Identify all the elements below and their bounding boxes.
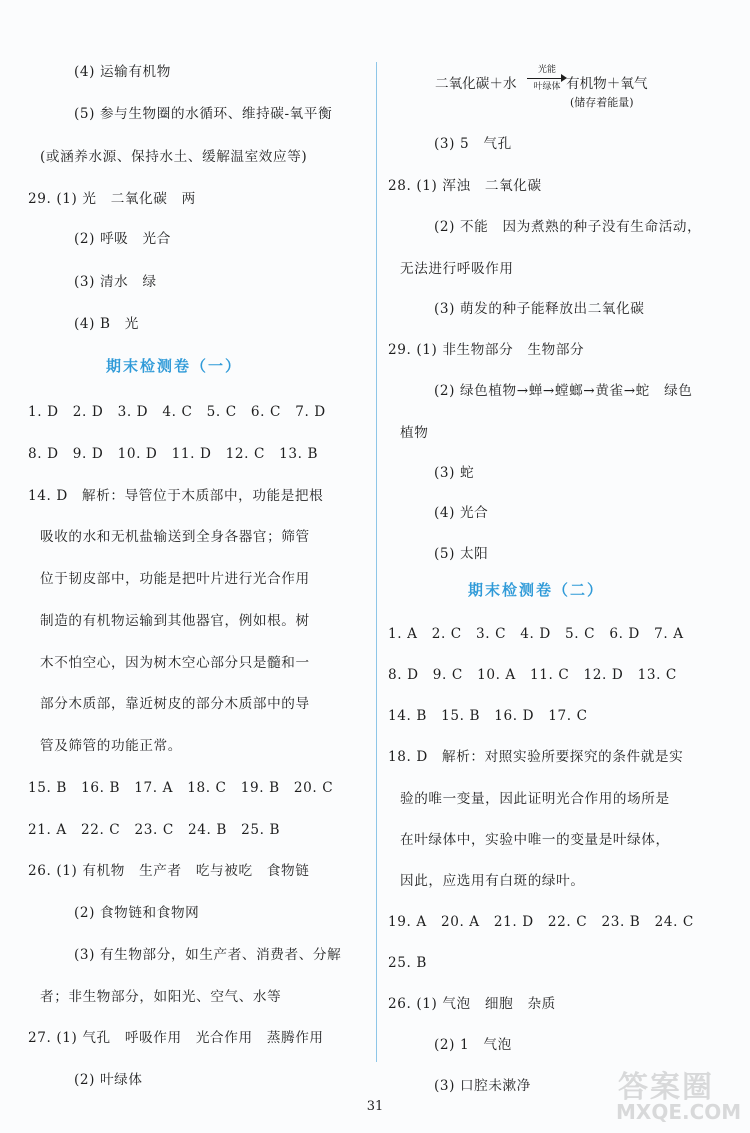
answer-line: (3) 5 气孔 xyxy=(434,136,512,152)
answer-line: 25. B xyxy=(388,955,427,971)
arrow-condition-bottom: 叶绿体 xyxy=(533,82,561,92)
arrow-condition-top: 光能 xyxy=(537,65,556,75)
answer-line: 1. A 2. C 3. C 4. D 5. C 6. D 7. A xyxy=(388,626,684,642)
answer-line: (4) 运输有机物 xyxy=(74,64,171,80)
answer-line: 部分木质部，靠近树皮的部分木质部中的导 xyxy=(40,696,310,712)
answer-line: 14. B 15. B 16. D 17. C xyxy=(388,708,588,724)
answer-line: 8. D 9. C 10. A 11. C 12. D 13. C xyxy=(388,667,677,683)
equation-reactants: 二氧化碳＋水 xyxy=(435,76,517,92)
section-title: 期末检测卷（二） xyxy=(468,581,605,599)
answer-line: 管及筛管的功能正常。 xyxy=(40,738,182,754)
watermark-url: MXQE.COM xyxy=(616,1100,742,1124)
answer-line: (4) 光合 xyxy=(434,505,489,521)
answer-line: 19. A 20. A 21. D 22. C 23. B 24. C xyxy=(388,914,694,930)
column-divider xyxy=(376,62,377,1062)
answer-line: 14. D 解析：导管位于木质部中，功能是把根 xyxy=(28,488,324,504)
answer-line: 27. (1) 气孔 呼吸作用 光合作用 蒸腾作用 xyxy=(28,1030,324,1046)
answer-line: 在叶绿体中，实验中唯一的变量是叶绿体， xyxy=(400,832,670,848)
equation-products: 有机物＋氧气 xyxy=(566,76,648,92)
answer-line: 因此，应选用有白斑的绿叶。 xyxy=(400,873,585,889)
answer-line: (2) 食物链和食物网 xyxy=(74,905,200,921)
answer-line: 者；非生物部分，如阳光、空气、水等 xyxy=(40,989,282,1005)
answer-line: (2) 1 气泡 xyxy=(434,1037,512,1053)
answer-line: (5) 参与生物圈的水循环、维持碳-氧平衡 xyxy=(74,106,333,122)
answer-line: 29. (1) 非生物部分 生物部分 xyxy=(388,342,585,358)
answer-line: (3) 萌发的种子能释放出二氧化碳 xyxy=(434,301,645,317)
answer-line: 植物 xyxy=(400,425,429,441)
answer-line: (5) 太阳 xyxy=(434,546,489,562)
equation-note: (储存着能量) xyxy=(570,96,634,109)
page-number: 31 xyxy=(366,1099,384,1114)
answer-line: 无法进行呼吸作用 xyxy=(400,261,514,277)
answer-line: 21. A 22. C 23. C 24. B 25. B xyxy=(28,822,281,838)
answer-line: 28. (1) 浑浊 二氧化碳 xyxy=(388,178,542,194)
watermark-logo xyxy=(612,1060,742,1130)
answer-line: 验的唯一变量，因此证明光合作用的场所是 xyxy=(400,791,670,807)
answer-line: 29. (1) 光 二氧化碳 两 xyxy=(28,191,196,207)
answer-line: (3) 蛇 xyxy=(434,465,475,481)
answer-line: 26. (1) 气泡 细胞 杂质 xyxy=(388,996,556,1012)
answer-line: (2) 呼吸 光合 xyxy=(74,231,171,247)
answer-line: 吸收的水和无机盐输送到全身各器官；筛管 xyxy=(40,529,310,545)
section-title: 期末检测卷（一） xyxy=(106,357,243,375)
answer-line: 18. D 解析：对照实验所要探究的条件就是实 xyxy=(388,749,684,765)
answer-line: 26. (1) 有机物 生产者 吃与被吃 食物链 xyxy=(28,863,310,879)
answer-line: 8. D 9. D 10. D 11. D 12. C 13. B xyxy=(28,446,319,462)
answer-line: 1. D 2. D 3. D 4. C 5. C 6. C 7. D xyxy=(28,404,326,420)
answer-line: (3) 清水 绿 xyxy=(74,274,157,290)
answer-line: 位于韧皮部中，功能是把叶片进行光合作用 xyxy=(40,571,310,587)
answer-line: (2) 绿色植物→蝉→螳螂→黄雀→蛇 绿色 xyxy=(434,383,693,399)
answer-line: 木不怕空心，因为树木空心部分只是髓和一 xyxy=(40,655,310,671)
reaction-arrow-icon xyxy=(527,64,567,92)
answer-line: (2) 叶绿体 xyxy=(74,1072,143,1088)
answer-line: (3) 口腔未漱净 xyxy=(434,1078,531,1094)
answer-line: (2) 不能 因为煮熟的种子没有生命活动， xyxy=(434,219,702,235)
answer-line: (4) B 光 xyxy=(74,316,139,332)
answer-line: 15. B 16. B 17. A 18. C 19. B 20. C xyxy=(28,780,334,796)
answer-line: 制造的有机物运输到其他器官，例如根。树 xyxy=(40,613,310,629)
answer-line: (3) 有生物部分，如生产者、消费者、分解 xyxy=(74,947,342,963)
photosynthesis-equation xyxy=(435,64,725,112)
answer-line: (或涵养水源、保持水土、缓解温室效应等) xyxy=(40,149,308,165)
watermark-chinese: 答案圈 xyxy=(618,1070,714,1105)
